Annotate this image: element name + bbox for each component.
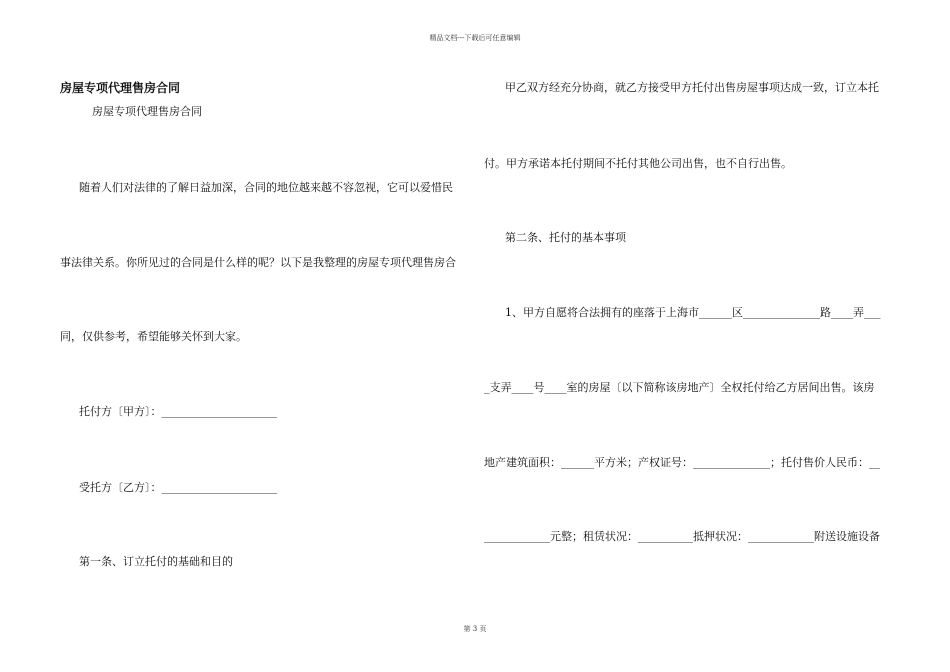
right-line-4: 1、甲方自愿将合法拥有的座落于上海市______区______________路____弄___	[505, 306, 881, 319]
article-2-heading: 第二条、托付的基本事项	[505, 231, 626, 244]
intro-line-3: 同，仅供参考，希望能够关怀到大家。	[60, 330, 247, 343]
right-line-1: 甲乙双方经充分协商，就乙方接受甲方托付出售房屋事项达成一致，订立本托	[505, 81, 879, 94]
page-footer: 第 3 页	[463, 625, 487, 633]
intro-line-1: 随着人们对法律的了解日益加深，合同的地位越来越不容忽视，它可以爱惜民	[79, 181, 453, 194]
intro-line-2: 事法律关系。你所见过的合同是什么样的呢？以下是我整理的房屋专项代理售房合	[60, 256, 456, 269]
document-subtitle: 房屋专项代理售房合同	[92, 105, 202, 118]
right-line-2: 付。甲方承诺本托付期间不托付其他公司出售，也不自行出售。	[484, 157, 792, 170]
page-header: 精品文档---下载后可任意编辑	[429, 34, 521, 42]
party-a-line: 托付方〔甲方〕：_____________________	[79, 405, 277, 418]
document-title: 房屋专项代理售房合同	[60, 81, 181, 95]
party-b-line: 受托方〔乙方〕：_____________________	[79, 481, 277, 494]
article-1-heading: 第一条、订立托付的基础和目的	[79, 555, 233, 568]
right-line-5: _支弄____号____室的房屋〔以下简称该房地产〕全权托付给乙方居间出售。该房	[484, 381, 875, 394]
right-line-6: 地产建筑面积：______平方米；产权证号：______________；托付售价人民币：__	[484, 456, 880, 469]
right-line-7: ____________元整；租赁状况：__________抵押状况：____________附送设施设备	[484, 530, 880, 543]
